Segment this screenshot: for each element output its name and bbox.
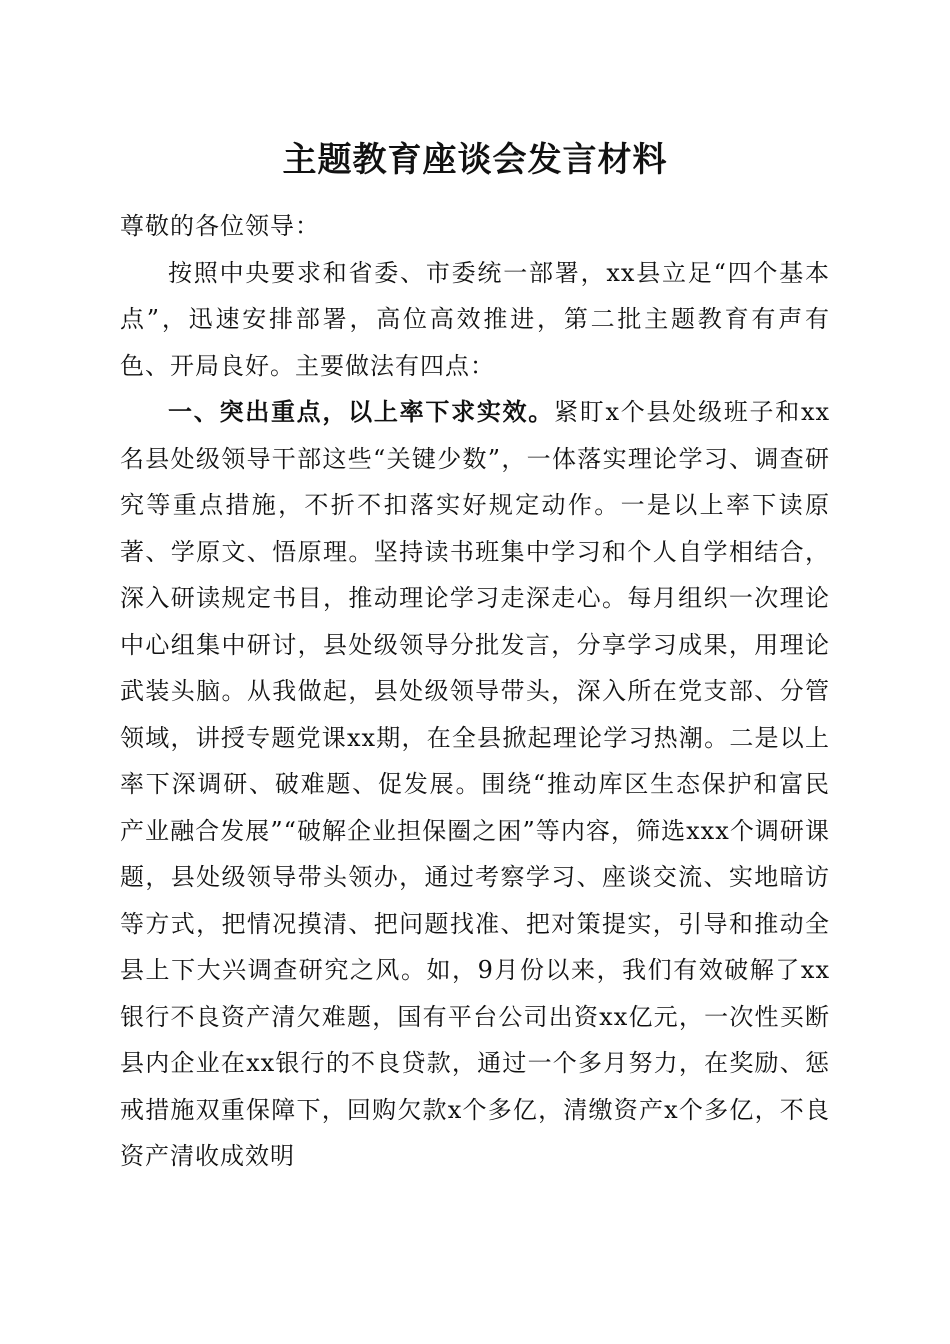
section-1-paragraph [120,389,830,1180]
document-title: 主题教育座谈会发言材料 [282,140,668,180]
section-1-heading: 一、突出重点，以上率下求实效。 [168,398,555,426]
document-body [120,203,830,1180]
section-1-body: 紧盯x个县处级班子和xx名县处级领导干部这些“关键少数”，一体落实理论学习、调查研究等重点措施，不折不扣落实好规定动作。一是以上率下读原著、学原文、悟原理。坚持读书班集中学习和个人自学相结合，深入研读规定书目，推动理论学习走深走心。每月组织一次理论中心组集中研讨，县处级领导分批发言，分享学习成果，用理论武装头脑。从我做起，县处级领导带头，深入所在党支部、分管领域，讲授专题党课xx期，在全县掀起理论学习热潮。二是以上率下深调研、破难题、促发展。围绕“推动库区生态保护和富民产业融合发展”“破解企业担保圈之困”等内容，筛选xxx个调研课题，县处级领导带头领办，通过考察学习、座谈交流、实地暗访等方式，把情况摸清、把问题找准、把对策提实，引导和推动全县上下大兴调查研究之风。如，9月份以来，我们有效破解了xx银行不良资产清欠难题，国有平台公司出资xx亿元，一次性买断县内企业在xx银行的不良贷款，通过一个多月努力，在奖励、惩戒措施双重保障下，回购欠款x个多亿，清缴资产x个多亿，不良资产清收成效明 [120,398,831,1170]
salutation: 尊敬的各位领导： [120,212,320,240]
intro-paragraph: 按照中央要求和省委、市委统一部署，xx县立足“四个基本点”，迅速安排部署，高位高效推进，第二批主题教育有声有色、开局良好。主要做法有四点： [120,258,830,380]
